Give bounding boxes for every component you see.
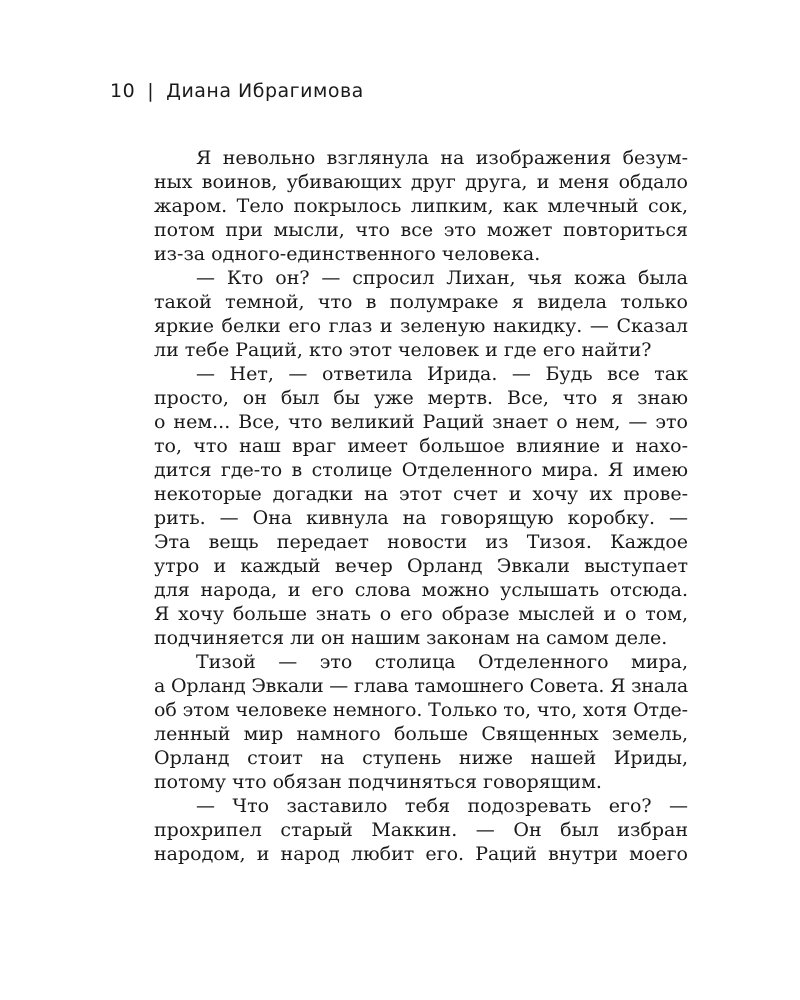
text-line: потом при мысли, что все это может повториться	[154, 219, 688, 241]
text-line: для народа, и его слова можно услышать отсюда.	[154, 579, 688, 601]
text-line: об этом человеке немного. Только то, что, хотя Отде-	[154, 699, 688, 721]
body-text	[154, 146, 688, 866]
text-line: Эта вещь передает новости из Тизоя. Каждое	[154, 531, 688, 553]
text-line: прохрипел старый Маккин. — Он был избран	[154, 819, 688, 841]
text-line: рить. — Она кивнула на говорящую коробку. —	[154, 507, 688, 529]
text-line: ли тебе Раций, кто этот человек и где его найти?	[154, 339, 652, 361]
text-line: утро и каждый вечер Орланд Эвкали выступает	[154, 555, 688, 577]
text-line: некоторые догадки на этот счет и хочу их прове-	[154, 483, 688, 505]
text-line: подчиняется ли он нашим законам на самом деле.	[154, 627, 668, 649]
text-line: — Что заставило тебя подозревать его? —	[196, 795, 688, 817]
text-line: то, что наш враг имеет большое влияние и нахо-	[154, 435, 688, 457]
text-line: яркие белки его глаз и зеленую накидку. — Сказал	[154, 315, 688, 337]
text-line: народом, и народ любит его. Раций внутри моего	[154, 843, 688, 865]
text-line: а Орланд Эвкали — глава тамошнего Совета. Я знала	[154, 675, 688, 697]
text-line: ных воинов, убивающих друг друга, и меня обдало	[154, 171, 688, 193]
text-line: Я хочу больше знать о его образе мыслей и о том,	[154, 603, 688, 625]
text-line: такой темной, что в полумраке я видела только	[154, 291, 688, 313]
text-line: просто, он был бы уже мертв. Все, что я знаю	[154, 387, 688, 409]
text-line: из-за одного-единственного человека.	[154, 243, 541, 265]
text-line: Орланд стоит на ступень ниже нашей Ириды,	[154, 747, 688, 769]
header-separator: |	[147, 80, 155, 102]
text-line: о нем... Все, что великий Раций знает о нем, — это	[154, 411, 688, 433]
text-line: Я невольно взглянула на изображения безум-	[196, 147, 688, 169]
author-name: Диана Ибрагимова	[166, 80, 364, 102]
running-head	[110, 80, 364, 102]
page-number: 10	[110, 80, 136, 102]
text-line: жаром. Тело покрылось липким, как млечный сок,	[154, 195, 688, 217]
text-line: потому что обязан подчиняться говорящим.	[154, 771, 602, 793]
text-line: дится где-то в столице Отделенного мира. Я имею	[154, 459, 688, 481]
text-line: Тизой — это столица Отделенного мира,	[196, 651, 688, 673]
text-line: — Нет, — ответила Ирида. — Будь все так	[196, 363, 688, 385]
text-line: ленный мир намного больше Священных земель,	[154, 723, 688, 745]
text-line: — Кто он? — спросил Лихан, чья кожа была	[196, 267, 688, 289]
